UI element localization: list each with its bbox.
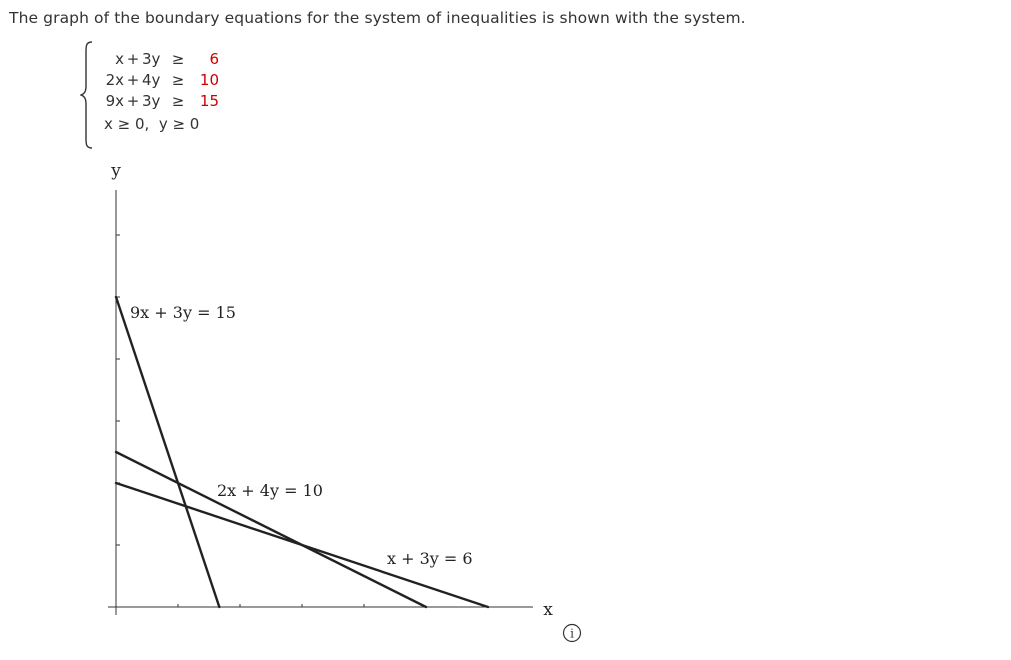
nonnegativity-constraint: x ≥ 0, y ≥ 0 bbox=[104, 115, 200, 133]
term-a: 2x bbox=[105, 71, 124, 89]
rhs-value: 6 bbox=[209, 50, 219, 68]
term-b: 4y bbox=[142, 71, 161, 89]
line-label-3: x + 3y = 6 bbox=[387, 549, 473, 568]
plus-sign: + bbox=[126, 50, 140, 68]
plus-sign: + bbox=[126, 92, 140, 110]
term-a: 9x bbox=[105, 92, 124, 110]
relation: ≥ bbox=[171, 50, 185, 68]
problem-prompt: The graph of the boundary equations for the system of inequalities is shown with the system. bbox=[9, 9, 746, 27]
line-label-1: 9x + 3y = 15 bbox=[130, 303, 236, 322]
info-icon[interactable] bbox=[562, 623, 582, 643]
axes bbox=[108, 161, 553, 620]
term-b: 3y bbox=[142, 92, 161, 110]
boundary-line-1 bbox=[116, 297, 219, 607]
y-axis-label: y bbox=[111, 161, 121, 181]
line-labels bbox=[130, 303, 473, 568]
term-a: x bbox=[115, 50, 124, 68]
term-b: 3y bbox=[142, 50, 161, 68]
plus-sign: + bbox=[126, 71, 140, 89]
line-label-2: 2x + 4y = 10 bbox=[217, 481, 323, 500]
x-axis-label: x bbox=[543, 600, 553, 620]
rhs-value: 15 bbox=[199, 92, 219, 110]
boundary-line-3 bbox=[116, 483, 488, 607]
info-glyph: i bbox=[570, 626, 574, 641]
relation: ≥ bbox=[171, 71, 185, 89]
relation: ≥ bbox=[171, 92, 185, 110]
boundary-line-2 bbox=[116, 452, 426, 607]
rhs-value: 10 bbox=[199, 71, 219, 89]
